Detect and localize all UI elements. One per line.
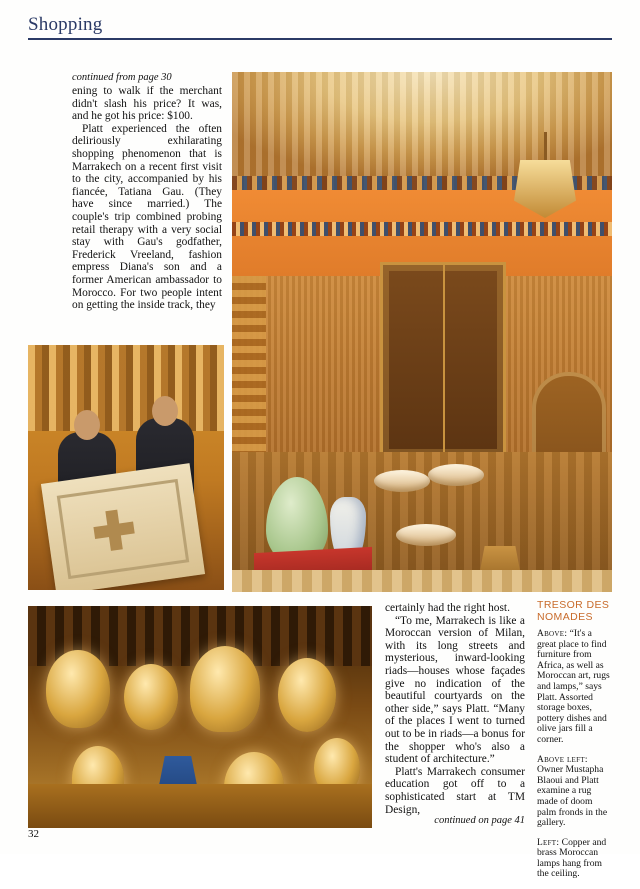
doom-palm-rug xyxy=(41,463,205,590)
paragraph: Platt experienced the often deliriously exhilarating shopping phenomenon that is Marrakech on a recent first visit to the city, accompanied by his fiancée, Tatiana Gau. (They have since married.) The couple's trip combined probing retail therapy with a very social stay with Gau's godfather, Frederick Vreeland, fashion empress Diana's son and a former American ambassador to Morocco. For two people intent on getting the inside track, they xyxy=(72,122,222,312)
paragraph: “To me, Marrakech is like a Moroccan version of Milan, with its long streets and mysterious, inward-looking riads—houses whose façades give no indication of the beautiful courtyards on the other side,” says Platt. “Many of the places I went to turned out to be in riads—a bonus for the shopper who's also a student of architecture.” xyxy=(385,614,525,766)
caption-text: Copper and brass Moroccan lamps hang from the ceiling. xyxy=(537,836,607,880)
page-section-title: Shopping xyxy=(28,14,103,35)
caption-above xyxy=(537,629,613,746)
paragraph: ening to walk if the merchant didn't slash his price? It was, and he got his price: $100. xyxy=(72,85,222,123)
middle-text-column xyxy=(385,602,525,816)
rolled-carpets xyxy=(28,345,224,431)
sidebar-heading-line1: TRESOR DES xyxy=(537,599,610,611)
lantern-rod xyxy=(544,132,547,162)
photo-hanging-lamps xyxy=(28,606,372,828)
brass-lamp xyxy=(190,646,260,732)
photo-moroccan-interior xyxy=(232,72,612,592)
pottery-dish xyxy=(396,524,456,546)
left-text-column xyxy=(72,72,222,312)
brass-lamp xyxy=(278,658,336,732)
page-folio: 32 xyxy=(28,828,39,840)
caption-lead: Above: xyxy=(537,629,568,639)
display-shelf xyxy=(28,784,372,828)
caption-lead: Above left: xyxy=(537,754,588,765)
continued-on-label: continued on page 41 xyxy=(434,815,525,826)
caption-lead: Left: xyxy=(537,837,560,848)
person-platt-head xyxy=(152,396,178,426)
brass-lamp xyxy=(46,650,110,728)
header-divider xyxy=(28,38,612,40)
photo-rug-examination xyxy=(28,345,224,590)
left-body-text xyxy=(72,85,222,312)
sidebar-captions xyxy=(537,600,613,889)
sidebar-heading xyxy=(537,600,613,623)
caption-above-left xyxy=(537,755,613,829)
pottery-dish xyxy=(428,464,484,486)
caption-text: “It's a great place to find furniture from Africa, as well as Moroccan art, rugs and lamps,” says Platt. Assorted storage boxes, pottery dishes and olive jars fill a corner. xyxy=(537,628,610,745)
paragraph: Platt's Marrakech consumer education got off to a sophisticated start at TM Design, xyxy=(385,765,525,816)
continued-from-label: continued from page 30 xyxy=(72,72,172,83)
caption-left xyxy=(537,838,613,880)
caption-text: Owner Mustapha Blaoui and Platt examine a rug made of doom palm fronds in the gallery. xyxy=(537,764,608,829)
person-blaoui-head xyxy=(74,410,100,440)
wooden-cabinet xyxy=(380,262,506,458)
brass-lamp xyxy=(124,664,178,730)
paragraph: certainly had the right host. xyxy=(385,602,510,614)
pottery-dish xyxy=(374,470,430,492)
sidebar-heading-line2: NOMADES xyxy=(537,610,593,623)
tiled-floor xyxy=(232,570,612,592)
wall-frieze xyxy=(232,222,612,236)
